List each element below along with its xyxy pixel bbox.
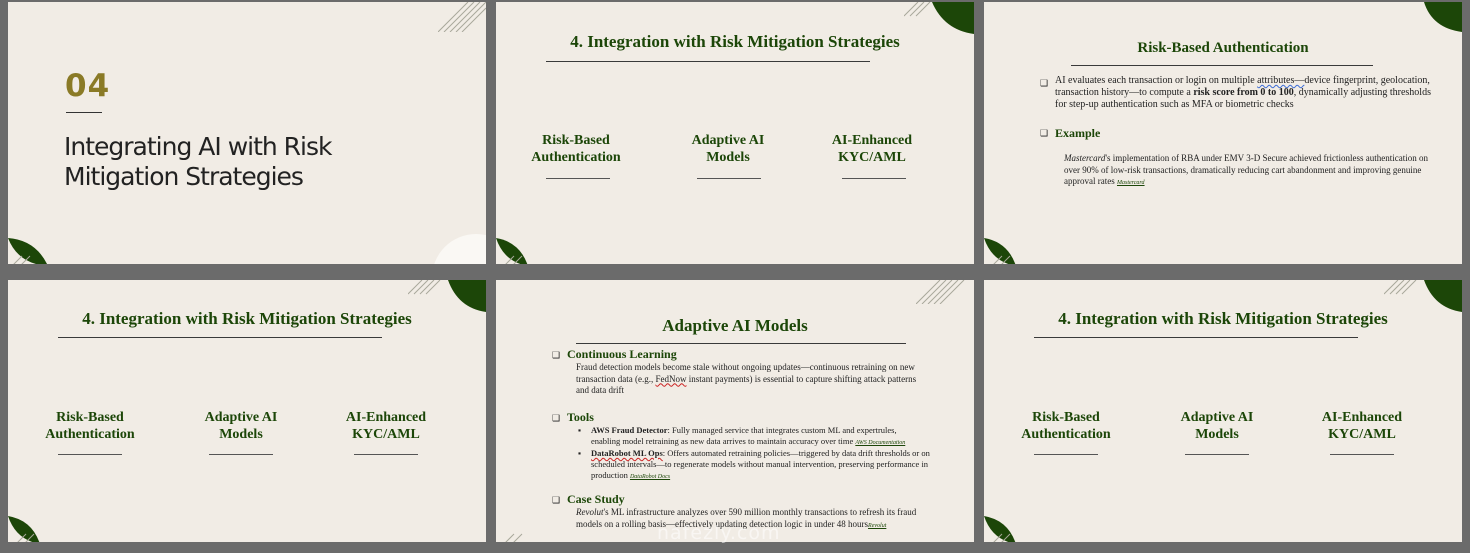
column-label: KYC/AML — [838, 150, 906, 165]
column-label: Adaptive AI — [1180, 410, 1254, 425]
text-line — [591, 448, 971, 459]
text-run: AI evaluates each transaction or login on multiple — [1055, 75, 1258, 86]
text-line — [591, 425, 971, 436]
slide-thumbnail-4[interactable] — [8, 280, 486, 542]
column-label: Authentication — [45, 427, 135, 442]
column-ai-kyc — [812, 132, 932, 166]
text-run: , dynamically adjusting thresholds for step-up authentication such as MFA or biometric checks — [1055, 87, 1431, 110]
source-link[interactable]: Mastercard — [1116, 180, 1145, 186]
hatch-decoration-icon — [438, 2, 486, 32]
column-adaptive-ai — [668, 132, 788, 166]
column-label: AI-Enhanced — [1321, 410, 1403, 425]
text-run: instant payments) is essential to capture shifting attack patterns — [686, 373, 917, 384]
slide-title: 4. Integration with Risk Mitigation Strategies — [82, 309, 412, 328]
leaf-icon — [496, 508, 546, 542]
company-name: Revolut — [576, 507, 604, 517]
text-run: device fingerprint, geolocation, transaction history—to compute a — [1055, 75, 1430, 98]
company-name: Mastercard — [1064, 153, 1106, 163]
title-underline — [576, 343, 906, 344]
text-line: Fraud detection models become stale without ongoing updates—continuous retraining on new — [576, 362, 915, 372]
bullet-icon: ❑ — [552, 495, 561, 505]
leaf-icon — [984, 508, 1034, 542]
source-link[interactable]: DataRobot Docs — [629, 474, 671, 480]
continuous-learning-heading: Continuous Learning — [567, 347, 677, 361]
column-label: Models — [1195, 427, 1239, 442]
column-underline — [697, 178, 761, 179]
column-label: Adaptive AI — [204, 410, 278, 425]
number-underline — [66, 112, 102, 113]
tool-item-datarobot — [591, 448, 971, 483]
circle-decoration-icon — [428, 230, 486, 264]
text-run: models on a rolling basis—effectively updating detection logic in under 48 hours — [576, 518, 869, 529]
column-label: Models — [219, 427, 263, 442]
column-label: KYC/AML — [1328, 427, 1396, 442]
slide-thumbnail-6[interactable] — [984, 280, 1462, 542]
title-underline — [1071, 65, 1373, 66]
tools-heading: Tools — [567, 410, 594, 424]
section-title-line-1: Integrating AI with Risk — [64, 132, 332, 161]
text-run: transaction data (e.g., — [576, 373, 656, 384]
slide-title: Adaptive AI Models — [662, 316, 808, 335]
bullet-icon: ❑ — [552, 350, 561, 360]
column-label: AI-Enhanced — [831, 133, 913, 148]
tool-name: DataRobot ML Ops — [591, 448, 663, 458]
watermark-text: nafezly.com — [657, 522, 781, 544]
spellcheck-word: FedNow — [655, 373, 687, 384]
column-underline — [354, 454, 418, 455]
section-title — [64, 132, 384, 192]
column-underline — [1185, 454, 1249, 455]
rba-description — [1055, 75, 1435, 111]
column-risk-based-auth — [1006, 409, 1126, 443]
slide-thumbnail-3[interactable] — [984, 2, 1462, 264]
column-label: Authentication — [531, 150, 621, 165]
title-underline — [1034, 337, 1358, 338]
column-label: Risk-Based — [56, 410, 124, 425]
column-underline — [546, 178, 610, 179]
bullet-icon: ❑ — [1040, 128, 1049, 138]
text-run: : Fully managed service that integrates custom ML and expertrules, — [667, 425, 897, 435]
column-ai-kyc — [326, 409, 446, 443]
text-run: 's ML infrastructure analyzes over 590 million monthly transactions to refresh its fraud — [603, 507, 917, 517]
text-line — [591, 470, 971, 483]
column-label: Risk-Based — [542, 133, 610, 148]
source-link[interactable]: Revolut — [868, 522, 887, 529]
section-number: 04 — [65, 68, 111, 104]
bullet-icon: ❑ — [1040, 78, 1049, 88]
column-label: Adaptive AI — [691, 133, 765, 148]
slide-thumbnail-1[interactable] — [8, 2, 486, 264]
text-run: enabling model retraining as new data arrives to maintain accuracy over time — [591, 436, 856, 446]
section-title-line-2: Mitigation Strategies — [64, 162, 303, 191]
case-study-heading: Case Study — [567, 492, 625, 506]
column-adaptive-ai — [181, 409, 301, 443]
column-risk-based-auth — [30, 409, 150, 443]
spellcheck-word: attributes— — [1257, 75, 1305, 86]
leaf-icon — [496, 230, 546, 264]
tool-name: AWS Fraud Detector — [591, 425, 668, 435]
column-adaptive-ai — [1157, 409, 1277, 443]
column-label: KYC/AML — [352, 427, 420, 442]
column-label: Risk-Based — [1032, 410, 1100, 425]
continuous-learning-text — [576, 362, 966, 397]
title-underline — [546, 61, 870, 62]
title-underline — [58, 337, 382, 338]
text-line: and data drift — [576, 385, 624, 395]
leaf-corner-icon — [904, 2, 974, 36]
text-line: scheduled intervals—to regenerate models without manual intervention, preserving performance in — [591, 459, 929, 469]
column-risk-based-auth — [516, 132, 636, 166]
column-label: AI-Enhanced — [345, 410, 427, 425]
leaf-icon — [8, 230, 58, 264]
column-underline — [1034, 454, 1098, 455]
bullet-icon: ❑ — [552, 413, 561, 423]
column-underline — [842, 178, 906, 179]
text-line — [576, 507, 966, 519]
text-run: 's implementation of RBA under EMV 3-D Secure achieved frictionless authentication on over 90% of low-risk transactions, dramatically reducing cart abandonment and improving genuine approval rates — [1064, 153, 1428, 186]
risk-score-text: risk score from 0 to 100 — [1193, 87, 1294, 98]
leaf-icon — [8, 508, 58, 542]
text-run: : Offers automated retraining policies—triggered by data drift thresholds or on — [662, 448, 930, 458]
leaf-icon — [984, 230, 1034, 264]
leaf-corner-icon — [1412, 2, 1462, 32]
square-bullet-icon: ▪ — [578, 448, 582, 458]
column-ai-kyc — [1302, 409, 1422, 443]
slide-title: Risk-Based Authentication — [1137, 40, 1309, 56]
column-underline — [209, 454, 273, 455]
column-label: Models — [706, 150, 750, 165]
example-heading: Example — [1055, 126, 1101, 140]
column-underline — [1330, 454, 1394, 455]
example-text — [1064, 153, 1444, 190]
column-label: Authentication — [1021, 427, 1111, 442]
column-underline — [58, 454, 122, 455]
tool-item-aws — [591, 425, 971, 449]
square-bullet-icon: ▪ — [578, 425, 582, 435]
slide-title: 4. Integration with Risk Mitigation Strategies — [1058, 309, 1388, 328]
text-line — [576, 374, 966, 386]
slide-thumbnail-2[interactable] — [496, 2, 974, 264]
source-link[interactable]: AWS Documentation — [855, 440, 906, 446]
text-run: production — [591, 470, 630, 480]
slide-title: 4. Integration with Risk Mitigation Strategies — [570, 32, 900, 51]
hatch-decoration-icon — [916, 280, 974, 304]
slide-thumbnail-5[interactable] — [496, 280, 974, 542]
